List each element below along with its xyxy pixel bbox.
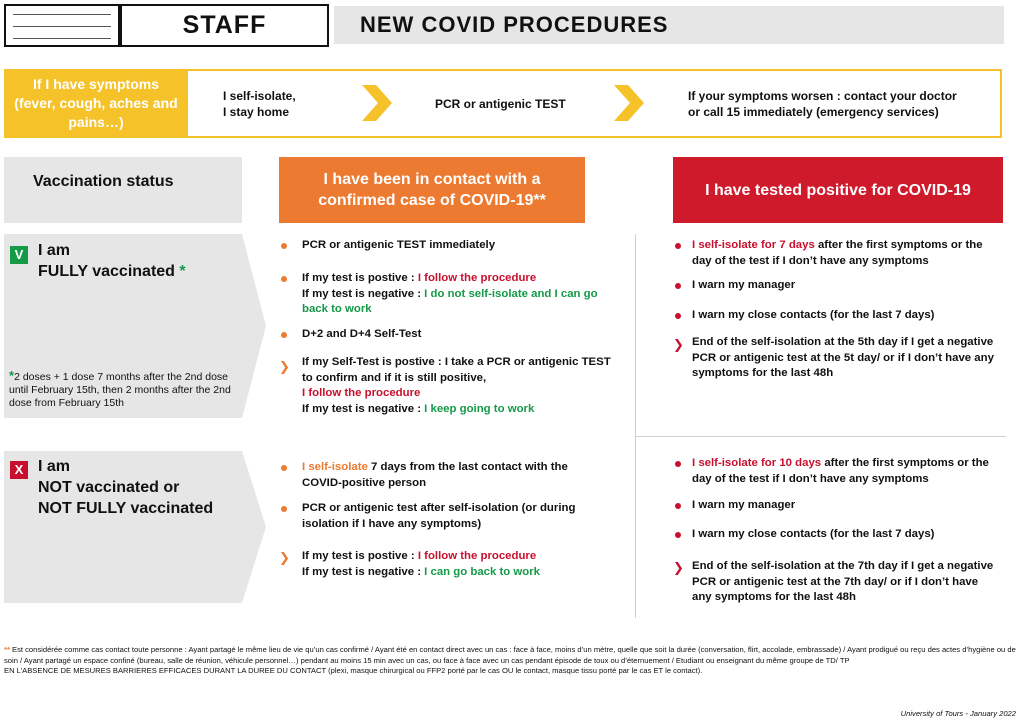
column-divider bbox=[635, 234, 636, 618]
positive-item-manager: I warn my manager bbox=[692, 499, 796, 511]
chevron-right-icon: ❯ bbox=[673, 337, 684, 352]
step-worsen-line2: or call 15 immediately (emergency services) bbox=[688, 105, 939, 119]
contact-item-test: PCR or antigenic TEST immediately bbox=[302, 239, 496, 251]
logo-line bbox=[13, 14, 111, 15]
chevron-right-icon: ❯ bbox=[279, 359, 290, 374]
logo-line bbox=[13, 38, 111, 39]
vaccination-note bbox=[9, 369, 241, 410]
footnote-text: Est considérée comme cas contact toute personne : Ayant partagé le même lieu de vie qu’un cas confirmé / Ayant été en contact direct avec un cas : face à face, moins d’un mètre, quelle que soit la durée (conversation, flirt, accolade, embrassade) / Ayant prodigué ou reçu des actes d’hygiène ou de soin / Ayant partagé un espace confiné (bureau, salle de réunion, véhicule personnel…) pendant au moins 15 min avec un cas, ou face à face avec un cas pendant épisode de toux ou d’éternuement / Etudiant ou enseignant du même groupe de TD/ TP bbox=[4, 645, 1016, 665]
isolation-period: I self-isolate for 10 days bbox=[692, 457, 822, 469]
isolation-action: I self-isolate bbox=[302, 461, 368, 473]
isolation-text: after the first symptoms or the day of the test if I don’t have any symptoms bbox=[692, 239, 983, 267]
result-action: I do not self-isolate and I can go back to work bbox=[302, 287, 598, 315]
contact-item-test-after: PCR or antigenic test after self-isolation (or during isolation if I have any symptoms) bbox=[302, 502, 576, 530]
credit-line: University of Tours - January 2022 bbox=[900, 709, 1016, 718]
symptoms-step-isolate bbox=[223, 88, 353, 120]
bullet-dot-icon bbox=[675, 313, 681, 319]
status-line: I am bbox=[38, 242, 71, 259]
bullet-dot-icon bbox=[281, 506, 287, 512]
result-action: I keep going to work bbox=[424, 402, 535, 415]
result-action: I follow the procedure bbox=[417, 550, 537, 562]
positive-item-contacts: I warn my close contacts (for the last 7 days) bbox=[692, 309, 935, 321]
bullet-dot-icon bbox=[281, 276, 287, 282]
asterisk-mark: * bbox=[9, 368, 15, 383]
step-isolate-line1: I self-isolate, bbox=[223, 89, 296, 103]
positive-item-end: End of the self-isolation at the 7th day if I get a negative PCR or antigenic test at the 7th day/ or if I don’t have any symptoms for the last 48h bbox=[692, 560, 994, 603]
status-line: FULLY vaccinated bbox=[38, 263, 175, 280]
contact-item-results bbox=[302, 271, 622, 318]
result-label: If my test is postive : bbox=[302, 272, 418, 284]
chevron-right-icon bbox=[612, 85, 646, 121]
note-text: 2 doses + 1 dose 7 months after the 2nd dose until February 15th, then 2 months after the 2nd dose from February 15th bbox=[9, 371, 231, 409]
bullet-dot-icon bbox=[675, 243, 681, 249]
result-action: I follow the procedure bbox=[302, 387, 421, 399]
vaccination-status-header: Vaccination status bbox=[4, 157, 242, 223]
symptoms-step-worsen bbox=[688, 88, 998, 120]
chevron-right-icon: ❯ bbox=[279, 550, 290, 565]
step-worsen-line1: If your symptoms worsen : contact your doctor bbox=[688, 89, 957, 103]
footnote-text: EN L’ABSENCE DE MESURES BARRIERES EFFICACES DURANT LA DUREE DU CONTACT (plexi, masque chirurgical ou FFP2 porté par le cas OU le contact, masque tissu porté par le cas ET le contact). bbox=[4, 666, 703, 676]
bullet-dot-icon bbox=[675, 461, 681, 467]
isolation-period: I self-isolate for 7 days bbox=[692, 239, 815, 251]
symptoms-box: If I have symptoms (fever, cough, aches and pains…) bbox=[4, 69, 188, 138]
bullet-dot-icon bbox=[281, 243, 287, 249]
check-badge-icon: V bbox=[10, 246, 28, 264]
result-label: If my test is negative : bbox=[302, 565, 425, 578]
bullet-dot-icon bbox=[281, 465, 287, 471]
logo-box bbox=[4, 4, 120, 47]
bullet-dot-icon bbox=[281, 332, 287, 338]
step-isolate-line2: I stay home bbox=[223, 105, 290, 119]
contact-item-selftest: D+2 and D+4 Self-Test bbox=[302, 328, 422, 340]
status-line: NOT vaccinated or bbox=[38, 479, 180, 496]
footnote-marker: ** bbox=[4, 645, 10, 654]
contact-item-selftest-results bbox=[302, 355, 622, 417]
asterisk-mark: * bbox=[179, 263, 186, 280]
result-action: I can go back to work bbox=[424, 565, 541, 578]
bullet-dot-icon bbox=[675, 283, 681, 289]
staff-label: STAFF bbox=[120, 4, 329, 47]
contact-item-results bbox=[302, 549, 622, 580]
fully-vaccinated-status bbox=[38, 240, 238, 282]
positive-item-isolate bbox=[692, 238, 1004, 269]
positive-item-end: End of the self-isolation at the 5th day if I get a negative PCR or antigenic test at the 5t day/ or if I don’t have any symptoms for the last 48h bbox=[692, 336, 994, 379]
tested-positive-header: I have tested positive for COVID-19 bbox=[673, 157, 1003, 223]
logo-line bbox=[13, 26, 111, 27]
status-line: I am bbox=[38, 458, 71, 475]
chevron-right-icon bbox=[360, 85, 394, 121]
positive-item-contacts: I warn my close contacts (for the last 7 days) bbox=[692, 528, 935, 540]
not-fully-vaccinated-status bbox=[38, 456, 253, 519]
positive-item-isolate bbox=[692, 456, 1007, 487]
bullet-dot-icon bbox=[675, 532, 681, 538]
isolation-text: 7 days from the last contact with the COVID-positive person bbox=[302, 461, 568, 489]
result-label: If my test is negative : bbox=[302, 287, 425, 300]
cross-badge-icon: X bbox=[10, 461, 28, 479]
bullet-dot-icon bbox=[675, 503, 681, 509]
result-label: If my Self-Test is postive : I take a PCR or antigenic TEST to confirm and if it is still positive, bbox=[302, 356, 611, 384]
row-divider bbox=[636, 436, 1006, 437]
page-title: NEW COVID PROCEDURES bbox=[334, 6, 1004, 44]
isolation-text: after the first symptoms or the day of the test if I don’t have any symptoms bbox=[692, 457, 989, 485]
footnote bbox=[4, 645, 1016, 677]
result-action: I follow the procedure bbox=[417, 272, 537, 284]
positive-item-manager: I warn my manager bbox=[692, 279, 796, 291]
contact-case-header: I have been in contact with a confirmed case of COVID-19** bbox=[279, 157, 585, 223]
result-label: If my test is postive : bbox=[302, 550, 418, 562]
contact-item-isolate bbox=[302, 460, 602, 491]
symptoms-step-test: PCR or antigenic TEST bbox=[435, 97, 566, 111]
status-line: NOT FULLY vaccinated bbox=[38, 500, 214, 517]
result-label: If my test is negative : bbox=[302, 402, 425, 415]
chevron-right-icon: ❯ bbox=[673, 560, 684, 575]
